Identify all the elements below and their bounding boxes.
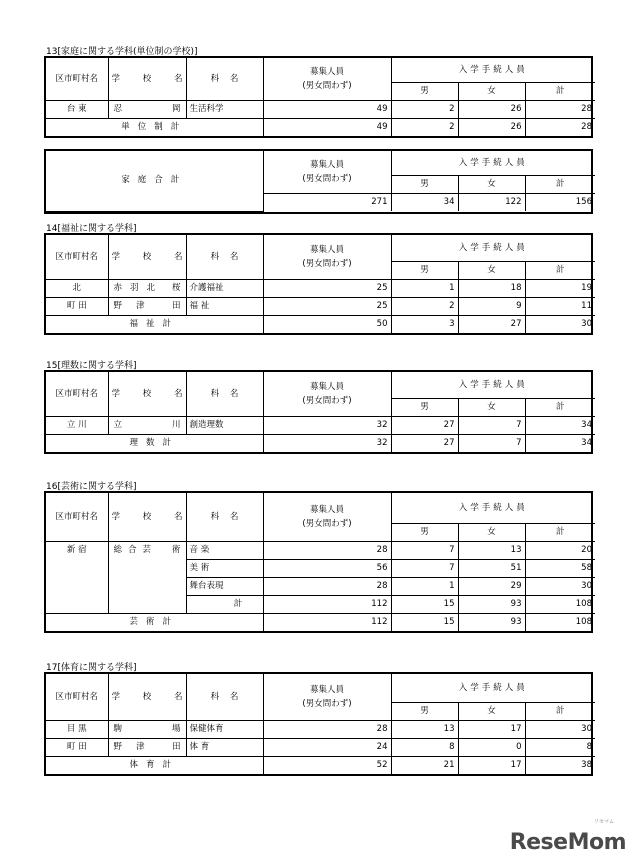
table-row: 目 黒 駒 場 保健体育 28 13 17 30: [46, 721, 595, 739]
header-procedure: 入学手続人員: [391, 58, 595, 83]
header-male: 男: [391, 83, 458, 101]
table-row: 舞台表現 28 1 29 30: [46, 578, 595, 596]
subtotal-row: 体育計 52 21 17 38: [46, 757, 595, 775]
subtotal-row: 福祉計 50 3 27 30: [46, 316, 595, 334]
subtotal-row: 単位制計 49 2 26 28: [46, 119, 595, 137]
table-row: 立 川 立 川 創造理数 32 27 7 34: [46, 417, 595, 435]
table-row: 台 東 忍 岡 生活科学 49 2 26 28: [46, 101, 595, 119]
table-section-13: [44, 56, 593, 138]
section-16-title: 16[芸術に関する学科]: [46, 482, 137, 492]
header-recruit: 募集人員 (男女問わず): [263, 151, 391, 194]
section-14-title: 14[福祉に関する学科]: [46, 224, 137, 234]
header-female: 女: [458, 83, 525, 101]
table-row: 町 田 野津 田 福 祉 25 2 9 11: [46, 298, 595, 316]
header-school: 学 校 名: [108, 235, 186, 280]
table-row: 新 宿 総合芸 術 音 楽 28 7 13 20: [46, 542, 595, 560]
header-course: 科 名: [186, 58, 263, 101]
header-school: 学 校 名: [108, 674, 186, 721]
section-13-title: 13[家庭に関する学科(単位制の学校)]: [46, 47, 198, 57]
table-row: 町 田 野津 田 体 育 24 8 0 8: [46, 739, 595, 757]
table-katei-total: 家庭合計 募集人員 (男女問わず) 入学手続人員 男 女 計 271 34 122 156: [44, 149, 593, 214]
katei-total-label: 家庭合計: [46, 151, 263, 211]
header-recruit: 募集人員 (男女問わず): [263, 58, 391, 101]
resemom-logo: ReseMom: [509, 830, 626, 855]
header-district: 区市町村名: [46, 58, 108, 101]
header-total: 計: [525, 83, 595, 101]
section-17-title: 17[体育に関する学科]: [46, 663, 137, 673]
header-school: 学 校 名: [108, 372, 186, 417]
school-total-row: 計 112 15 93 108: [46, 596, 595, 614]
header-procedure: 入学手続人員: [391, 151, 595, 176]
section-15-title: 15[理数に関する学科]: [46, 361, 137, 371]
table-row: 美 術 56 7 51 58: [46, 560, 595, 578]
table-section-17: 区市町村名 学 校 名 科 名 募集人員 (男女問わず) 入学手続人員 男 女 計 目 黒 駒 場 保健体育 28 13 17 30 町 田 野津 田 体 育 24 8 0 8 体育計 52 21 17 38: [44, 672, 593, 776]
subtotal-row: 芸術計 112 15 93 108: [46, 614, 595, 632]
header-school: 学 校 名: [108, 58, 186, 101]
subtotal-row: 理数計 32 27 7 34: [46, 435, 595, 453]
table-row: 271 34 122 156: [46, 194, 595, 212]
table-section-16: 区市町村名 学 校 名 科 名 募集人員 (男女問わず) 入学手続人員 男 女 計 新 宿 総合芸 術 音 楽 28 7 13 20 美 術 56 7 51 58 舞台表現 28 1 29 30 計 112 15 93 108 芸術計 112 15 93 108: [44, 491, 593, 633]
table-section-15: 区市町村名 学 校 名 科 名 募集人員 (男女問わず) 入学手続人員 男 女 計 立 川 立 川 創造理数 32 27 7 34 理数計 32 27 7 34: [44, 370, 593, 454]
watermark-small-text: リセマム: [594, 819, 614, 825]
header-school: 学 校 名: [108, 493, 186, 542]
table-section-14: 区市町村名 学 校 名 科 名 募集人員 (男女問わず) 入学手続人員 男 女 計 北 赤羽北 桜 介護福祉 25 1 18 19 町 田 野津 田 福 祉 25 2 9 11 福祉計 50 3 27 30: [44, 233, 593, 335]
table-row: 北 赤羽北 桜 介護福祉 25 1 18 19: [46, 280, 595, 298]
